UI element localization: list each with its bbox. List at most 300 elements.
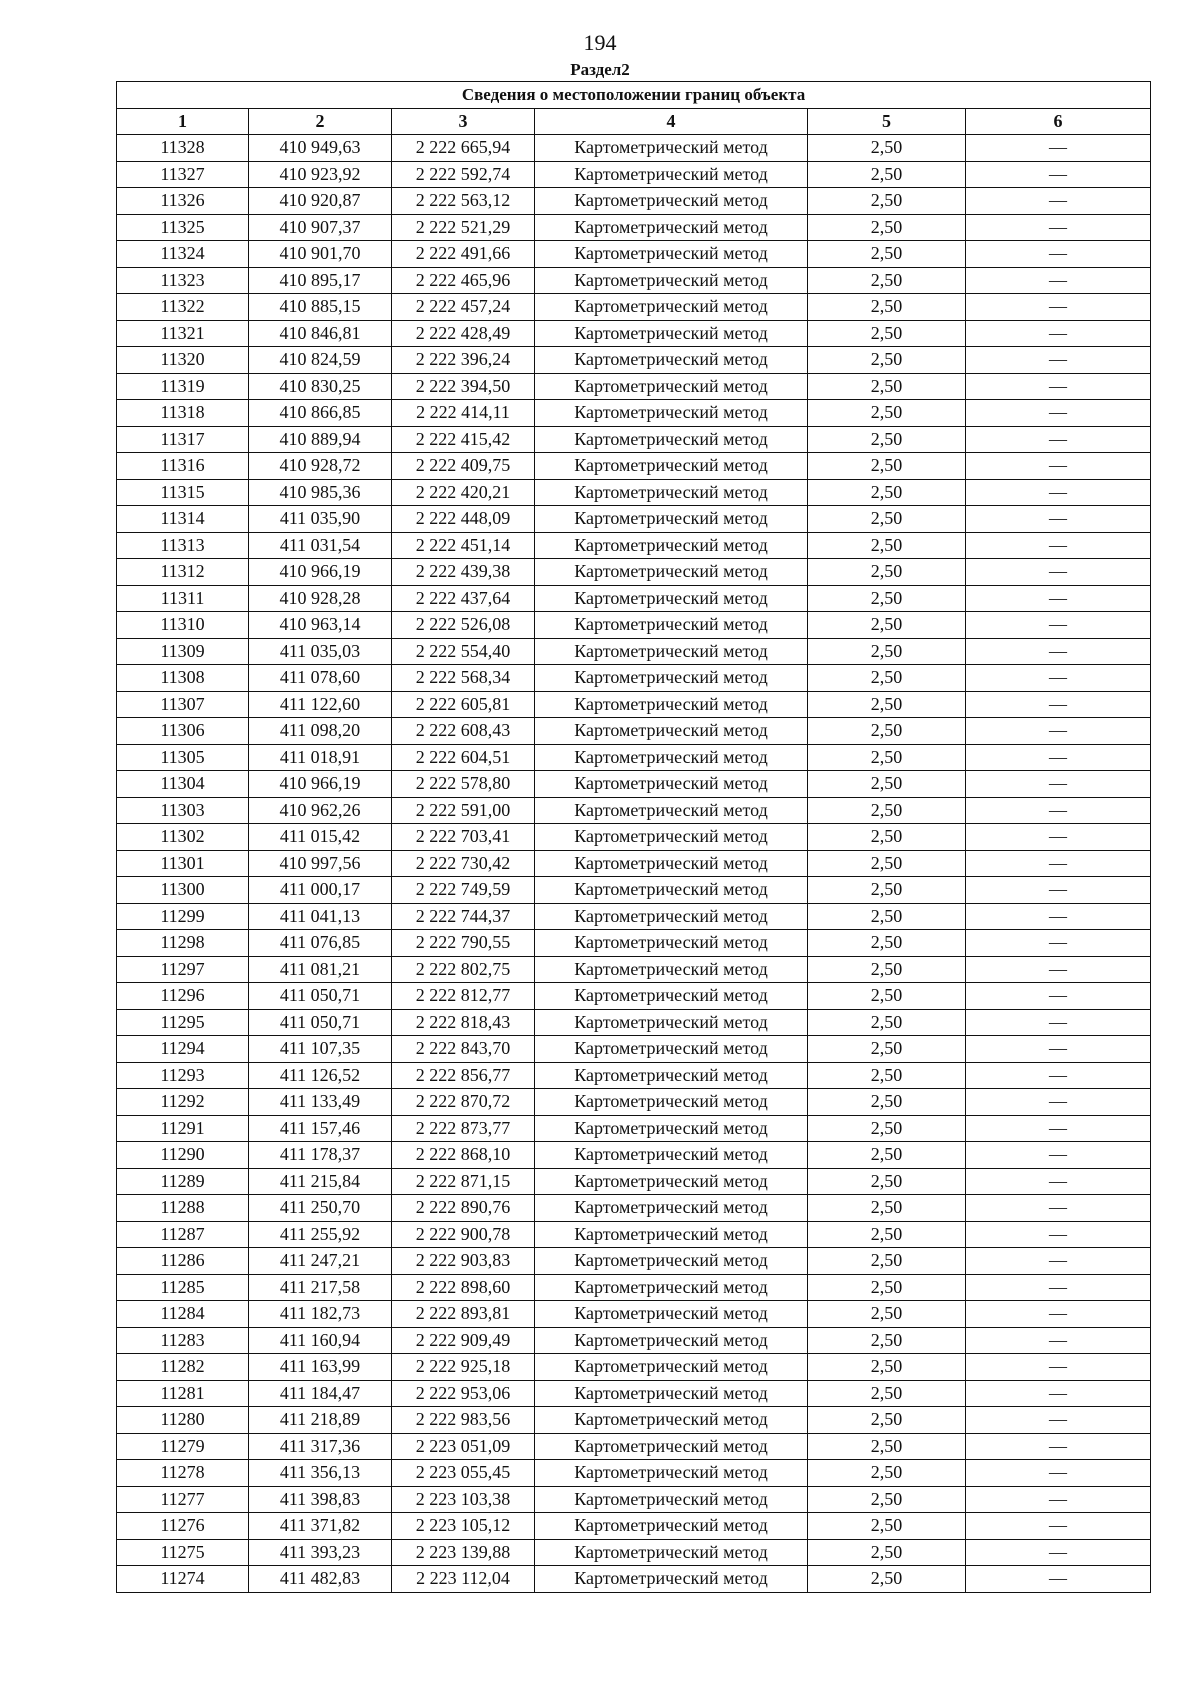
point-number-cell: 11283 — [117, 1327, 249, 1354]
accuracy-cell: 2,50 — [808, 241, 966, 268]
x-coordinate-cell: 411 356,13 — [249, 1460, 392, 1487]
description-cell: — — [966, 1248, 1151, 1275]
description-cell: — — [966, 1486, 1151, 1513]
method-cell: Картометрический метод — [535, 1513, 808, 1540]
point-number-cell: 11292 — [117, 1089, 249, 1116]
accuracy-cell: 2,50 — [808, 1168, 966, 1195]
y-coordinate-cell: 2 222 521,29 — [392, 214, 535, 241]
y-coordinate-cell: 2 222 420,21 — [392, 479, 535, 506]
x-coordinate-cell: 410 866,85 — [249, 400, 392, 427]
x-coordinate-cell: 411 184,47 — [249, 1380, 392, 1407]
method-cell: Картометрический метод — [535, 877, 808, 904]
y-coordinate-cell: 2 222 439,38 — [392, 559, 535, 586]
y-coordinate-cell: 2 223 112,04 — [392, 1566, 535, 1593]
description-cell: — — [966, 638, 1151, 665]
method-cell: Картометрический метод — [535, 1089, 808, 1116]
x-coordinate-cell: 411 133,49 — [249, 1089, 392, 1116]
point-number-cell: 11286 — [117, 1248, 249, 1275]
table-row — [117, 1168, 1151, 1195]
accuracy-cell: 2,50 — [808, 373, 966, 400]
x-coordinate-cell: 410 963,14 — [249, 612, 392, 639]
x-coordinate-cell: 411 000,17 — [249, 877, 392, 904]
accuracy-cell: 2,50 — [808, 1380, 966, 1407]
y-coordinate-cell: 2 222 451,14 — [392, 532, 535, 559]
accuracy-cell: 2,50 — [808, 638, 966, 665]
column-header: 2 — [249, 108, 392, 135]
table-row — [117, 479, 1151, 506]
y-coordinate-cell: 2 222 868,10 — [392, 1142, 535, 1169]
method-cell: Картометрический метод — [535, 691, 808, 718]
y-coordinate-cell: 2 222 563,12 — [392, 188, 535, 215]
method-cell: Картометрический метод — [535, 373, 808, 400]
table-row — [117, 824, 1151, 851]
description-cell: — — [966, 1115, 1151, 1142]
point-number-cell: 11306 — [117, 718, 249, 745]
table-row — [117, 400, 1151, 427]
description-cell: — — [966, 532, 1151, 559]
y-coordinate-cell: 2 222 802,75 — [392, 956, 535, 983]
method-cell: Картометрический метод — [535, 1566, 808, 1593]
method-cell: Картометрический метод — [535, 983, 808, 1010]
table-row — [117, 161, 1151, 188]
table-row — [117, 983, 1151, 1010]
point-number-cell: 11308 — [117, 665, 249, 692]
method-cell: Картометрический метод — [535, 1354, 808, 1381]
x-coordinate-cell: 411 393,23 — [249, 1539, 392, 1566]
point-number-cell: 11310 — [117, 612, 249, 639]
method-cell: Картометрический метод — [535, 479, 808, 506]
x-coordinate-cell: 411 215,84 — [249, 1168, 392, 1195]
table-row — [117, 1274, 1151, 1301]
method-cell: Картометрический метод — [535, 1036, 808, 1063]
accuracy-cell: 2,50 — [808, 506, 966, 533]
accuracy-cell: 2,50 — [808, 1115, 966, 1142]
y-coordinate-cell: 2 222 871,15 — [392, 1168, 535, 1195]
y-coordinate-cell: 2 222 409,75 — [392, 453, 535, 480]
y-coordinate-cell: 2 222 856,77 — [392, 1062, 535, 1089]
x-coordinate-cell: 410 928,72 — [249, 453, 392, 480]
method-cell: Картометрический метод — [535, 161, 808, 188]
x-coordinate-cell: 410 846,81 — [249, 320, 392, 347]
description-cell: — — [966, 453, 1151, 480]
description-cell: — — [966, 850, 1151, 877]
x-coordinate-cell: 411 157,46 — [249, 1115, 392, 1142]
x-coordinate-cell: 410 928,28 — [249, 585, 392, 612]
accuracy-cell: 2,50 — [808, 294, 966, 321]
y-coordinate-cell: 2 222 730,42 — [392, 850, 535, 877]
y-coordinate-cell: 2 222 465,96 — [392, 267, 535, 294]
table-body — [117, 135, 1151, 1593]
y-coordinate-cell: 2 223 055,45 — [392, 1460, 535, 1487]
point-number-cell: 11280 — [117, 1407, 249, 1434]
description-cell: — — [966, 1142, 1151, 1169]
method-cell: Картометрический метод — [535, 1433, 808, 1460]
x-coordinate-cell: 411 081,21 — [249, 956, 392, 983]
accuracy-cell: 2,50 — [808, 930, 966, 957]
description-cell: — — [966, 956, 1151, 983]
accuracy-cell: 2,50 — [808, 1566, 966, 1593]
description-cell: — — [966, 691, 1151, 718]
table-row — [117, 850, 1151, 877]
table-row — [117, 1195, 1151, 1222]
y-coordinate-cell: 2 222 608,43 — [392, 718, 535, 745]
method-cell: Картометрический метод — [535, 453, 808, 480]
x-coordinate-cell: 411 398,83 — [249, 1486, 392, 1513]
x-coordinate-cell: 410 920,87 — [249, 188, 392, 215]
x-coordinate-cell: 410 885,15 — [249, 294, 392, 321]
method-cell: Картометрический метод — [535, 1380, 808, 1407]
point-number-cell: 11324 — [117, 241, 249, 268]
table-row — [117, 903, 1151, 930]
table-row — [117, 612, 1151, 639]
y-coordinate-cell: 2 222 591,00 — [392, 797, 535, 824]
point-number-cell: 11317 — [117, 426, 249, 453]
y-coordinate-cell: 2 222 457,24 — [392, 294, 535, 321]
method-cell: Картометрический метод — [535, 267, 808, 294]
point-number-cell: 11278 — [117, 1460, 249, 1487]
y-coordinate-cell: 2 222 428,49 — [392, 320, 535, 347]
method-cell: Картометрический метод — [535, 850, 808, 877]
method-cell: Картометрический метод — [535, 1301, 808, 1328]
accuracy-cell: 2,50 — [808, 612, 966, 639]
x-coordinate-cell: 411 247,21 — [249, 1248, 392, 1275]
method-cell: Картометрический метод — [535, 400, 808, 427]
method-cell: Картометрический метод — [535, 214, 808, 241]
y-coordinate-cell: 2 222 396,24 — [392, 347, 535, 374]
x-coordinate-cell: 411 035,03 — [249, 638, 392, 665]
x-coordinate-cell: 411 122,60 — [249, 691, 392, 718]
method-cell: Картометрический метод — [535, 294, 808, 321]
accuracy-cell: 2,50 — [808, 1539, 966, 1566]
description-cell: — — [966, 1089, 1151, 1116]
x-coordinate-cell: 410 923,92 — [249, 161, 392, 188]
accuracy-cell: 2,50 — [808, 320, 966, 347]
x-coordinate-cell: 410 901,70 — [249, 241, 392, 268]
accuracy-cell: 2,50 — [808, 665, 966, 692]
x-coordinate-cell: 411 217,58 — [249, 1274, 392, 1301]
method-cell: Картометрический метод — [535, 426, 808, 453]
description-cell: — — [966, 1062, 1151, 1089]
description-cell: — — [966, 188, 1151, 215]
y-coordinate-cell: 2 222 491,66 — [392, 241, 535, 268]
table-row — [117, 1062, 1151, 1089]
table-row — [117, 373, 1151, 400]
method-cell: Картометрический метод — [535, 320, 808, 347]
table-row — [117, 320, 1151, 347]
table-row — [117, 1354, 1151, 1381]
point-number-cell: 11314 — [117, 506, 249, 533]
description-cell: — — [966, 1221, 1151, 1248]
accuracy-cell: 2,50 — [808, 453, 966, 480]
y-coordinate-cell: 2 222 744,37 — [392, 903, 535, 930]
column-number-row — [117, 108, 1151, 135]
x-coordinate-cell: 411 255,92 — [249, 1221, 392, 1248]
point-number-cell: 11297 — [117, 956, 249, 983]
description-cell: — — [966, 612, 1151, 639]
description-cell: — — [966, 506, 1151, 533]
table-row — [117, 956, 1151, 983]
accuracy-cell: 2,50 — [808, 347, 966, 374]
description-cell: — — [966, 1539, 1151, 1566]
point-number-cell: 11313 — [117, 532, 249, 559]
description-cell: — — [966, 824, 1151, 851]
table-row — [117, 426, 1151, 453]
accuracy-cell: 2,50 — [808, 1354, 966, 1381]
x-coordinate-cell: 410 907,37 — [249, 214, 392, 241]
point-number-cell: 11318 — [117, 400, 249, 427]
accuracy-cell: 2,50 — [808, 426, 966, 453]
table-row — [117, 532, 1151, 559]
table-row — [117, 241, 1151, 268]
x-coordinate-cell: 410 889,94 — [249, 426, 392, 453]
accuracy-cell: 2,50 — [808, 877, 966, 904]
x-coordinate-cell: 411 050,71 — [249, 1009, 392, 1036]
y-coordinate-cell: 2 222 604,51 — [392, 744, 535, 771]
description-cell: — — [966, 665, 1151, 692]
method-cell: Картометрический метод — [535, 1009, 808, 1036]
point-number-cell: 11327 — [117, 161, 249, 188]
accuracy-cell: 2,50 — [808, 1274, 966, 1301]
table-row — [117, 188, 1151, 215]
point-number-cell: 11279 — [117, 1433, 249, 1460]
x-coordinate-cell: 411 250,70 — [249, 1195, 392, 1222]
point-number-cell: 11304 — [117, 771, 249, 798]
table-row — [117, 267, 1151, 294]
method-cell: Картометрический метод — [535, 1142, 808, 1169]
description-cell: — — [966, 877, 1151, 904]
method-cell: Картометрический метод — [535, 1115, 808, 1142]
y-coordinate-cell: 2 222 890,76 — [392, 1195, 535, 1222]
table-row — [117, 347, 1151, 374]
x-coordinate-cell: 411 107,35 — [249, 1036, 392, 1063]
boundary-coordinates-table — [116, 81, 1151, 1593]
table-row — [117, 1513, 1151, 1540]
point-number-cell: 11289 — [117, 1168, 249, 1195]
page-number: 194 — [583, 30, 617, 55]
description-cell: — — [966, 347, 1151, 374]
y-coordinate-cell: 2 222 415,42 — [392, 426, 535, 453]
accuracy-cell: 2,50 — [808, 691, 966, 718]
y-coordinate-cell: 2 222 578,80 — [392, 771, 535, 798]
y-coordinate-cell: 2 222 843,70 — [392, 1036, 535, 1063]
accuracy-cell: 2,50 — [808, 188, 966, 215]
column-header: 1 — [117, 108, 249, 135]
method-cell: Картометрический метод — [535, 956, 808, 983]
point-number-cell: 11309 — [117, 638, 249, 665]
x-coordinate-cell: 411 041,13 — [249, 903, 392, 930]
y-coordinate-cell: 2 222 605,81 — [392, 691, 535, 718]
y-coordinate-cell: 2 222 554,40 — [392, 638, 535, 665]
description-cell: — — [966, 1009, 1151, 1036]
y-coordinate-cell: 2 222 437,64 — [392, 585, 535, 612]
method-cell: Картометрический метод — [535, 135, 808, 162]
x-coordinate-cell: 410 985,36 — [249, 479, 392, 506]
table-row — [117, 1221, 1151, 1248]
accuracy-cell: 2,50 — [808, 479, 966, 506]
table-row — [117, 506, 1151, 533]
method-cell: Картометрический метод — [535, 1539, 808, 1566]
description-cell: — — [966, 1274, 1151, 1301]
accuracy-cell: 2,50 — [808, 1433, 966, 1460]
table-row — [117, 1486, 1151, 1513]
method-cell: Картометрический метод — [535, 506, 808, 533]
table-row — [117, 453, 1151, 480]
table-row — [117, 1301, 1151, 1328]
point-number-cell: 11293 — [117, 1062, 249, 1089]
accuracy-cell: 2,50 — [808, 718, 966, 745]
table-row — [117, 294, 1151, 321]
column-header: 3 — [392, 108, 535, 135]
x-coordinate-cell: 411 182,73 — [249, 1301, 392, 1328]
accuracy-cell: 2,50 — [808, 1513, 966, 1540]
method-cell: Картометрический метод — [535, 1168, 808, 1195]
accuracy-cell: 2,50 — [808, 1036, 966, 1063]
method-cell: Картометрический метод — [535, 771, 808, 798]
y-coordinate-cell: 2 223 103,38 — [392, 1486, 535, 1513]
accuracy-cell: 2,50 — [808, 585, 966, 612]
accuracy-cell: 2,50 — [808, 1486, 966, 1513]
method-cell: Картометрический метод — [535, 718, 808, 745]
accuracy-cell: 2,50 — [808, 214, 966, 241]
table-row — [117, 1460, 1151, 1487]
accuracy-cell: 2,50 — [808, 850, 966, 877]
y-coordinate-cell: 2 222 873,77 — [392, 1115, 535, 1142]
y-coordinate-cell: 2 222 414,11 — [392, 400, 535, 427]
description-cell: — — [966, 1301, 1151, 1328]
x-coordinate-cell: 411 160,94 — [249, 1327, 392, 1354]
y-coordinate-cell: 2 222 703,41 — [392, 824, 535, 851]
accuracy-cell: 2,50 — [808, 1142, 966, 1169]
accuracy-cell: 2,50 — [808, 532, 966, 559]
table-caption-row — [117, 82, 1151, 109]
point-number-cell: 11312 — [117, 559, 249, 586]
description-cell: — — [966, 930, 1151, 957]
table-row — [117, 1327, 1151, 1354]
point-number-cell: 11282 — [117, 1354, 249, 1381]
point-number-cell: 11285 — [117, 1274, 249, 1301]
accuracy-cell: 2,50 — [808, 744, 966, 771]
point-number-cell: 11303 — [117, 797, 249, 824]
x-coordinate-cell: 410 966,19 — [249, 771, 392, 798]
method-cell: Картометрический метод — [535, 612, 808, 639]
section-title: Раздел2 — [570, 60, 630, 79]
point-number-cell: 11320 — [117, 347, 249, 374]
x-coordinate-cell: 411 078,60 — [249, 665, 392, 692]
description-cell: — — [966, 559, 1151, 586]
method-cell: Картометрический метод — [535, 1274, 808, 1301]
table-row — [117, 1433, 1151, 1460]
y-coordinate-cell: 2 222 903,83 — [392, 1248, 535, 1275]
table-row — [117, 877, 1151, 904]
point-number-cell: 11319 — [117, 373, 249, 400]
description-cell: — — [966, 479, 1151, 506]
table-row — [117, 797, 1151, 824]
accuracy-cell: 2,50 — [808, 903, 966, 930]
method-cell: Картометрический метод — [535, 1486, 808, 1513]
accuracy-cell: 2,50 — [808, 135, 966, 162]
column-header: 6 — [966, 108, 1151, 135]
x-coordinate-cell: 411 163,99 — [249, 1354, 392, 1381]
y-coordinate-cell: 2 222 925,18 — [392, 1354, 535, 1381]
x-coordinate-cell: 411 126,52 — [249, 1062, 392, 1089]
x-coordinate-cell: 410 997,56 — [249, 850, 392, 877]
description-cell: — — [966, 771, 1151, 798]
accuracy-cell: 2,50 — [808, 1195, 966, 1222]
x-coordinate-cell: 411 076,85 — [249, 930, 392, 957]
y-coordinate-cell: 2 222 448,09 — [392, 506, 535, 533]
point-number-cell: 11299 — [117, 903, 249, 930]
accuracy-cell: 2,50 — [808, 1248, 966, 1275]
accuracy-cell: 2,50 — [808, 1407, 966, 1434]
table-row — [117, 718, 1151, 745]
accuracy-cell: 2,50 — [808, 1460, 966, 1487]
y-coordinate-cell: 2 223 051,09 — [392, 1433, 535, 1460]
table-row — [117, 1089, 1151, 1116]
y-coordinate-cell: 2 222 900,78 — [392, 1221, 535, 1248]
method-cell: Картометрический метод — [535, 638, 808, 665]
description-cell: — — [966, 373, 1151, 400]
method-cell: Картометрический метод — [535, 1248, 808, 1275]
point-number-cell: 11300 — [117, 877, 249, 904]
point-number-cell: 11288 — [117, 1195, 249, 1222]
description-cell: — — [966, 161, 1151, 188]
accuracy-cell: 2,50 — [808, 1301, 966, 1328]
column-header: 5 — [808, 108, 966, 135]
y-coordinate-cell: 2 222 898,60 — [392, 1274, 535, 1301]
point-number-cell: 11275 — [117, 1539, 249, 1566]
description-cell: — — [966, 718, 1151, 745]
description-cell: — — [966, 744, 1151, 771]
y-coordinate-cell: 2 223 105,12 — [392, 1513, 535, 1540]
accuracy-cell: 2,50 — [808, 400, 966, 427]
table-row — [117, 1407, 1151, 1434]
method-cell: Картометрический метод — [535, 1195, 808, 1222]
table-row — [117, 1115, 1151, 1142]
accuracy-cell: 2,50 — [808, 267, 966, 294]
method-cell: Картометрический метод — [535, 930, 808, 957]
point-number-cell: 11301 — [117, 850, 249, 877]
method-cell: Картометрический метод — [535, 347, 808, 374]
point-number-cell: 11295 — [117, 1009, 249, 1036]
method-cell: Картометрический метод — [535, 188, 808, 215]
accuracy-cell: 2,50 — [808, 161, 966, 188]
description-cell: — — [966, 797, 1151, 824]
x-coordinate-cell: 410 895,17 — [249, 267, 392, 294]
method-cell: Картометрический метод — [535, 1221, 808, 1248]
point-number-cell: 11290 — [117, 1142, 249, 1169]
x-coordinate-cell: 410 824,59 — [249, 347, 392, 374]
point-number-cell: 11311 — [117, 585, 249, 612]
table-row — [117, 559, 1151, 586]
point-number-cell: 11325 — [117, 214, 249, 241]
table-row — [117, 214, 1151, 241]
y-coordinate-cell: 2 222 870,72 — [392, 1089, 535, 1116]
point-number-cell: 11276 — [117, 1513, 249, 1540]
point-number-cell: 11316 — [117, 453, 249, 480]
point-number-cell: 11274 — [117, 1566, 249, 1593]
point-number-cell: 11294 — [117, 1036, 249, 1063]
table-row — [117, 1566, 1151, 1593]
description-cell: — — [966, 1407, 1151, 1434]
x-coordinate-cell: 410 966,19 — [249, 559, 392, 586]
accuracy-cell: 2,50 — [808, 983, 966, 1010]
y-coordinate-cell: 2 222 749,59 — [392, 877, 535, 904]
point-number-cell: 11302 — [117, 824, 249, 851]
table-caption: Сведения о местоположении границ объекта — [117, 82, 1151, 109]
table-row — [117, 930, 1151, 957]
table-row — [117, 135, 1151, 162]
column-header: 4 — [535, 108, 808, 135]
